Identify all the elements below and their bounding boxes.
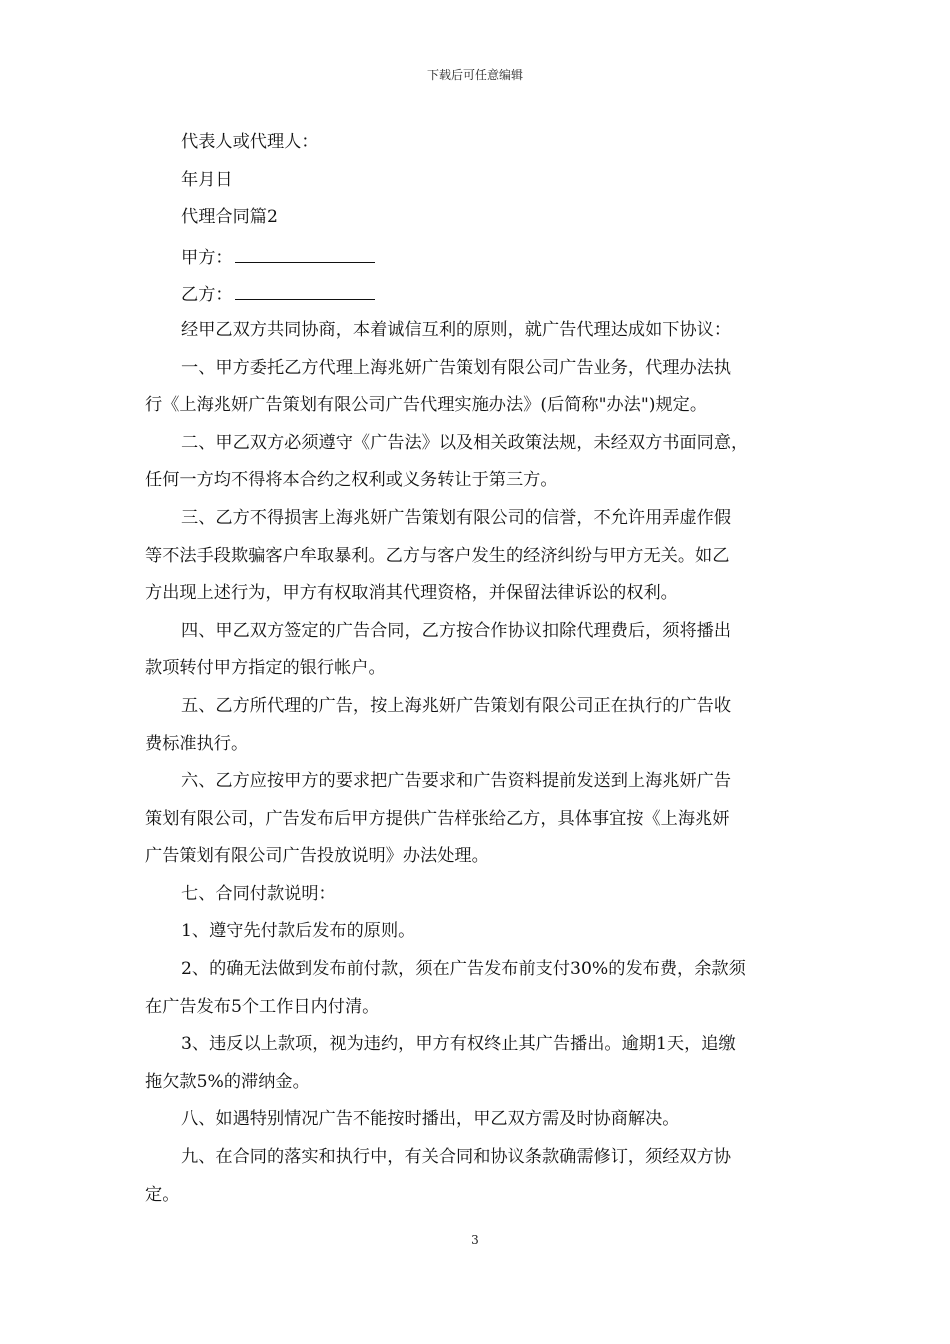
- party-a-line: [145, 237, 809, 275]
- paragraph-line: 六、乙方应按甲方的要求把广告要求和广告资料提前发送到上海兆妍广告: [181, 771, 732, 792]
- paragraph-line: 一、甲方委托乙方代理上海兆妍广告策划有限公司广告业务，代理办法执: [181, 357, 732, 378]
- paragraph-line: 3、违反以上款项，视为违约，甲方有权终止其广告播出。逾期1天，追缴: [181, 1034, 736, 1055]
- paragraph-line: 方出现上述行为，甲方有权取消其代理资格，并保留法律诉讼的权利。: [145, 583, 678, 604]
- party-a-blank: [235, 237, 375, 263]
- party-b-label: 乙方：: [181, 285, 233, 306]
- paragraph-line: 费标准执行。: [145, 733, 249, 754]
- paragraph-line: 四、甲乙双方签定的广告合同，乙方按合作协议扣除代理费后，须将播出: [181, 620, 732, 641]
- page-number: 3: [471, 1233, 479, 1247]
- paragraph-line: 三、乙方不得损害上海兆妍广告策划有限公司的信誉，不允许用弄虚作假: [181, 507, 732, 528]
- paragraph-line: 九、在合同的落实和执行中，有关合同和协议条款确需修订，须经双方协: [181, 1147, 732, 1168]
- paragraph-line: 1、遵守先付款后发布的原则。: [181, 921, 416, 942]
- paragraph-line: 五、乙方所代理的广告，按上海兆妍广告策划有限公司正在执行的广告收: [181, 695, 732, 716]
- paragraph-line: 在广告发布5个工作日内付清。: [145, 996, 380, 1017]
- paragraph-line: 经甲乙双方共同协商，本着诚信互利的原则，就广告代理达成如下协议：: [181, 319, 732, 340]
- paragraph-line: 款项转付甲方指定的银行帐户。: [145, 658, 386, 679]
- section-title: 代理合同篇2: [181, 207, 278, 228]
- paragraph-line: 2、的确无法做到发布前付款，须在广告发布前支付30%的发布费，余款须: [181, 959, 746, 980]
- paragraph-line: 八、如遇特别情况广告不能按时播出，甲乙双方需及时协商解决。: [181, 1109, 680, 1130]
- party-b-line: [145, 274, 809, 312]
- party-a-label: 甲方：: [181, 247, 233, 268]
- paragraph-line: 七、合同付款说明：: [181, 883, 336, 904]
- document-body: [145, 124, 809, 1214]
- paragraph-line: 行《上海兆妍广告策划有限公司广告代理实施办法》(后简称"办法")规定。: [145, 395, 708, 416]
- paragraph-line: 等不法手段欺骗客户牟取暴利。乙方与客户发生的经济纠纷与甲方无关。如乙: [145, 545, 730, 566]
- party-b-blank: [235, 274, 375, 300]
- paragraph-line: 二、甲乙双方必须遵守《广告法》以及相关政策法规，未经双方书面同意，: [181, 432, 749, 453]
- representative-line: 代表人或代理人：: [181, 132, 319, 152]
- paragraph-line: 定。: [145, 1184, 180, 1205]
- date-line: 年月日: [181, 169, 233, 190]
- paragraph-line: 广告策划有限公司广告投放说明》办法处理。: [145, 846, 489, 867]
- paragraph-line: 拖欠款5%的滞纳金。: [145, 1071, 310, 1092]
- page-header: 下载后可任意编辑: [426, 68, 523, 82]
- paragraph-line: 任何一方均不得将本合约之权利或义务转让于第三方。: [145, 470, 558, 491]
- paragraph-line: 策划有限公司，广告发布后甲方提供广告样张给乙方，具体事宜按《上海兆妍: [145, 808, 730, 829]
